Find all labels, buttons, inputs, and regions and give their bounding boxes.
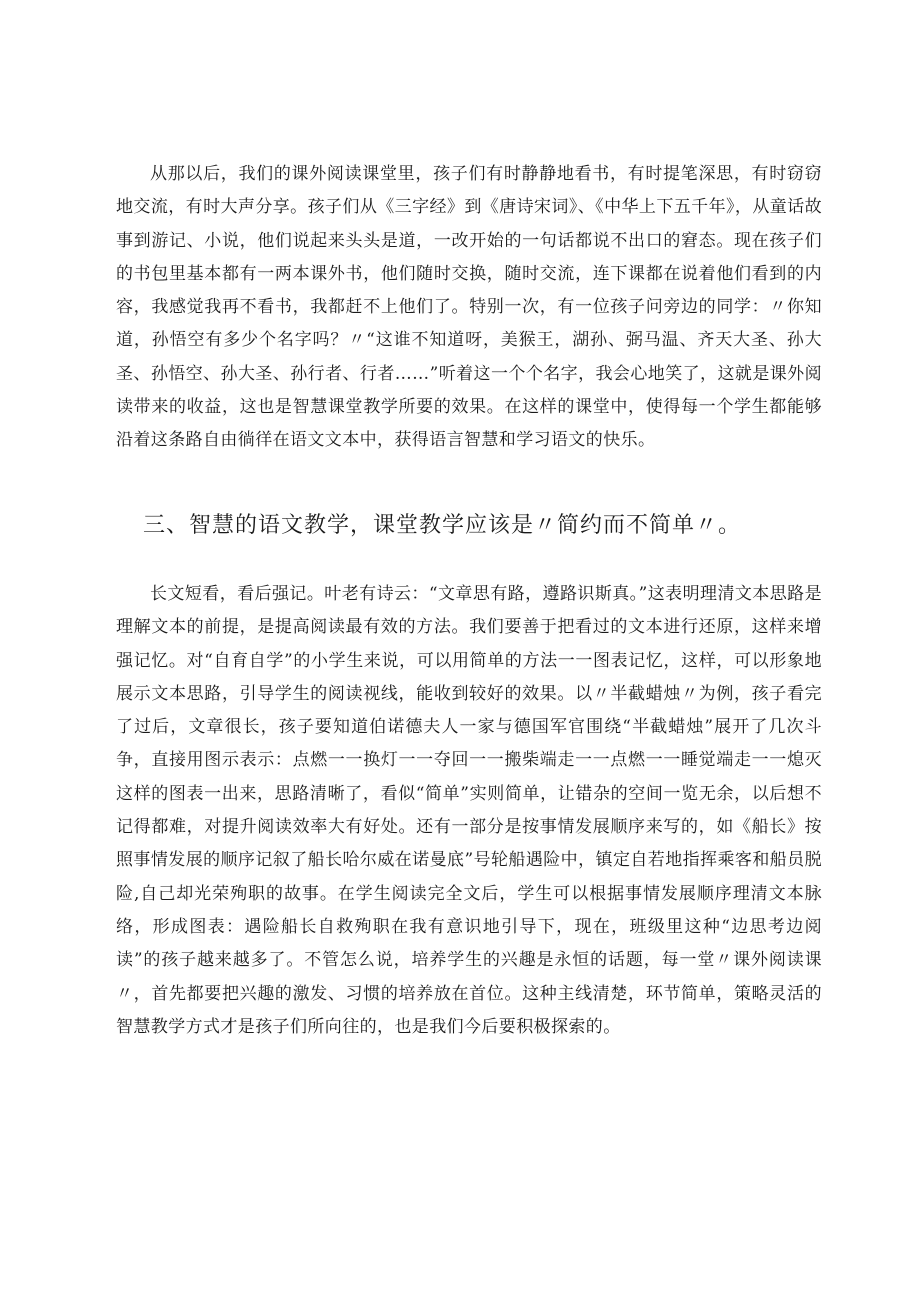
body-paragraph-2: 长文短看，看后强记。叶老有诗云：“文章思有路，遵路识斯真。”这表明理清文本思路是理解文本的前提，是提高阅读最有效的方法。我们要善于把看过的文本进行还原，这样来增强记忆。对“自育自学”的小学生来说，可以用简单的方法一一图表记忆，这样，可以形象地展示文本思路，引导学生的阅读视线，能收到较好的效果。以〃半截蜡烛〃为例，孩子看完了过后，文章很长，孩子要知道伯诺德夫人一家与德国军官围绕“半截蜡烛”展开了几次斗争，直接用图示表示：点燃一一换灯一一夺回一一搬柴端走一一点燃一一睡觉端走一一熄灭这样的图表一出来，思路清晰了，看似“简单”实则简单，让错杂的空间一览无余，以后想不记得都难，对提升阅读效率大有好处。还有一部分是按事情发展顺序来写的，如《船长》按照事情发展的顺序记叙了船长哈尔威在诺曼底”号轮船遇险中，镇定自若地指挥乘客和船员脱险,自己却光荣殉职的故事。在学生阅读完全文后，学生可以根据事情发展顺序理清文本脉络，形成图表：遇险船长自救殉职在我有意识地引导下，现在，班级里这种“边思考边阅读”的孩子越来越多了。不管怎么说，培养学生的兴趣是永恒的话题，每一堂〃课外阅读课〃，首先都要把兴趣的激发、习惯的培养放在首位。这种主线清楚，环节简单，策略灵活的智慧教学方式才是孩子们所向往的，也是我们今后要积极探索的。: [116, 584, 822, 1037]
body-paragraph-1: 从那以后，我们的课外阅读课堂里，孩子们有时静静地看书，有时提笔深思，有时窃窃地交流，有时大声分享。孩子们从《三字经》到《唐诗宋词》、《中华上下五千年》，从童话故事到游记、小说，他们说起来头头是道，一改开始的一句话都说不出口的窘态。现在孩子们的书包里基本都有一两本课外书，他们随时交换，随时交流，连下课都在说着他们看到的内容，我感觉我再不看书，我都赶不上他们了。特别一次，有一位孩子问旁边的同学：〃你知道，孙悟空有多少个名字吗？〃“这谁不知道呀，美猴王，湖孙、弼马温、齐天大圣、孙大圣、孙悟空、孙大圣、孙行者、行者……”听着这一个个名字，我会心地笑了，这就是课外阅读带来的收益，这也是智慧课堂教学所要的效果。在这样的课堂中，使得每一个学生都能够沿着这条路自由徜徉在语文文本中，获得语言智慧和学习语文的快乐。: [116, 164, 822, 451]
section-heading-3: 三、智慧的语文教学，课堂教学应该是〃简约而不简单〃。: [143, 513, 742, 538]
